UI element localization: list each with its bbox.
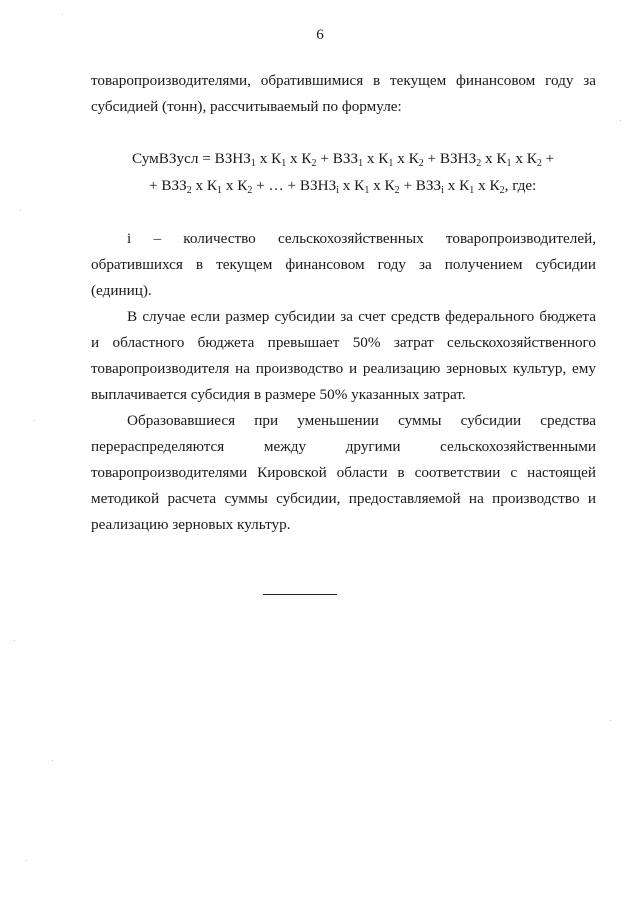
scan-dot <box>14 640 15 641</box>
scan-dot <box>62 14 63 15</box>
text-line: (единиц). <box>91 282 152 299</box>
text-line: обратившихся в текущем финансовом году за получением субсидии <box>91 256 596 273</box>
paragraph-redistribution <box>91 408 596 538</box>
text-line: реализацию зерновых культур. <box>91 516 291 533</box>
text-line: В случае если размер субсидии за счет средств федерального бюджета <box>127 308 596 325</box>
text-line: выплачивается субсидия в размере 50% указанных затрат. <box>91 386 466 403</box>
scan-dot <box>620 120 621 121</box>
text-line: i – количество сельскохозяйственных товаропроизводителей, <box>127 230 596 247</box>
text-line: субсидией (тонн), рассчитываемый по формуле: <box>91 98 402 115</box>
intro-paragraph <box>91 68 596 120</box>
scan-dot <box>26 860 27 861</box>
text-line: перераспределяются между другими сельскохозяйственными <box>91 438 596 455</box>
text-line: и областного бюджета превышает 50% затрат сельскохозяйственного <box>91 334 596 351</box>
scan-dot <box>20 210 21 211</box>
end-divider-line <box>263 594 337 595</box>
scan-dot <box>34 420 35 421</box>
text-line: товаропроизводителя на производство и реализацию зерновых культур, ему <box>91 360 596 377</box>
text-line: методикой расчета суммы субсидии, предоставляемой на производство и <box>91 490 596 507</box>
formula-line-2: + $ВЗЗ_2$ х $К_1$ х $К_2$ + … + $ВЗНЗ_i$ х $К_1$ х $К_2 + ВЗЗ_i$ х $К_1$ х $К_2$, где: <box>149 177 537 196</box>
scan-dot <box>610 720 611 721</box>
scan-dot <box>52 760 53 761</box>
text-line: товаропроизводителями Кировской области в соответствии с настоящей <box>91 464 596 481</box>
text-line: Образовавшиеся при уменьшении суммы субсидии средства <box>127 412 596 429</box>
paragraph-excess <box>91 304 596 408</box>
page-number: 6 <box>316 27 324 43</box>
text-line: товаропроизводителями, обратившимися в текущем финансовом году за <box>91 72 596 89</box>
definition-paragraph <box>91 226 596 304</box>
formula-line-1: СумВЗусл = $ВЗНЗ_1$ х $К_1$ х $К_2 + ВЗЗ_1$ х $К_1$ х $К_2$ + $ВЗНЗ_2$ х $К_1$ х $К_2$ + <box>132 150 555 169</box>
